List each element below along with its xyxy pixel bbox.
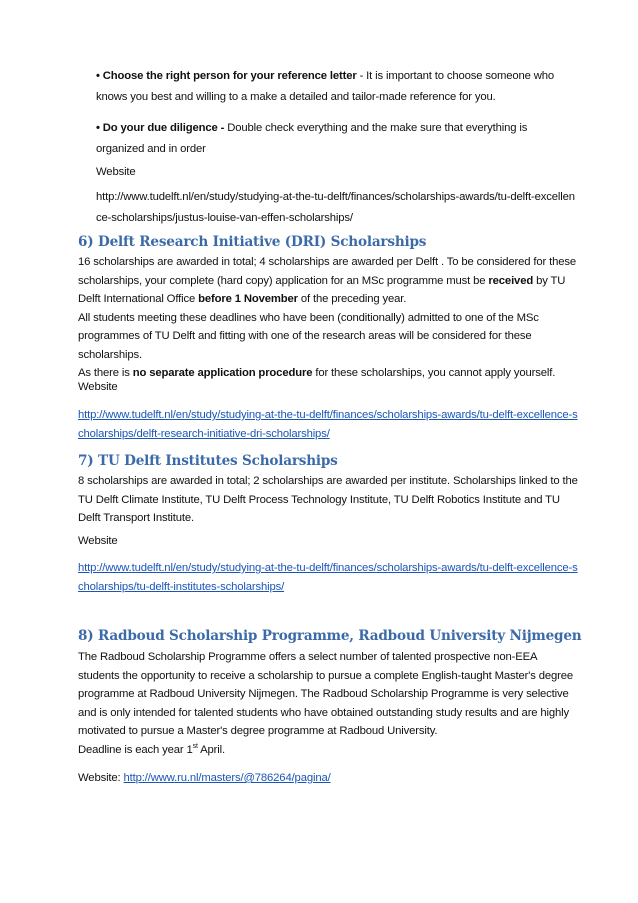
sec8-deadline [78, 741, 578, 760]
sec6-website-label: Website [78, 381, 118, 393]
superscript: st [192, 743, 198, 751]
sec6-paragraph-2: All students meeting these deadlines who have been (conditionally) admitted to one of the MSc programmes of TU Delft and fitting with one of the research areas will be considered for these scholarships. [78, 311, 539, 361]
sec8-heading: 8) Radboud Scholarship Programme, Radboud University Nijmegen [78, 628, 582, 644]
sec7-link[interactable]: http://www.tudelft.nl/en/study/studying-at-the-tu-delft/finances/scholarships-awards/tu-delft-excellence-scholarships/tu-delft-institutes-scholarships/ [78, 562, 578, 593]
text: April. [197, 744, 225, 756]
sec5-url [96, 187, 576, 229]
sec6-heading: 6) Delft Research Initiative (DRI) Scholarships [78, 234, 427, 250]
bold-deadline: before 1 November [198, 293, 298, 305]
tip-reference-letter [96, 66, 576, 108]
sec8-paragraph: The Radboud Scholarship Programme offers a select number of talented prospective non-EEA students the opportunity to receive a scholarship to pursue a complete English-taught Master's degree programme at Radboud University Nijmegen. The Radboud Scholarship Programme is very selective and is only intended for talented students who have obtained outstanding study results and are highly motivated to pursue a Master's degree programme at Radboud University. [78, 651, 574, 737]
tip-text: - It is important to choose someone who knows you best and willing to a make a detailed and tailor-made reference for you. [96, 70, 555, 103]
sec6-paragraph-1 [78, 253, 578, 309]
url-text: http://www.tudelft.nl/en/study/studying-at-the-tu-delft/finances/scholarships-awards/tu-delft-excellence-scholarships/justus-louise-van-effen-scholarships/ [96, 191, 575, 224]
sec6-body [78, 253, 578, 383]
text: As there is [78, 367, 133, 379]
text: Deadline is each year 1 [78, 744, 193, 756]
sec7-paragraph: 8 scholarships are awarded in total; 2 scholarships are awarded per institute. Scholarships linked to the TU Delft Climate Institute, TU Delft Process Technology Institute, TU Delft Robotics Institute and TU Delft Transport Institute. [78, 475, 578, 524]
sec8-website [78, 769, 578, 788]
sec7-website-label: Website [78, 535, 118, 547]
tip-title: • Do your due diligence - [96, 122, 225, 134]
bold-received: received [488, 274, 534, 287]
tip-title: • Choose the right person for your reference letter [96, 70, 357, 82]
text: for these scholarships, you cannot apply yourself. [312, 367, 556, 379]
bold-no-procedure: no separate application procedure [132, 367, 313, 379]
text: of the preceding year. [297, 293, 407, 305]
sec5-website-label: Website [96, 166, 136, 178]
tip-text: Double check everything and the make sure that everything is organized and in order [96, 122, 528, 155]
website-label: Website: [78, 772, 124, 784]
sec6-link-wrap [78, 406, 578, 444]
sec6-link[interactable]: http://www.tudelft.nl/en/study/studying-at-the-tu-delft/finances/scholarships-awards/tu-delft-excellence-scholarships/delft-research-initiative-dri-scholarships/ [78, 409, 578, 440]
tip-due-diligence [96, 118, 576, 160]
sec8-link[interactable]: http://www.ru.nl/masters/@786264/pagina/ [123, 772, 331, 784]
text: by TU Delft International Office [78, 274, 566, 305]
sec7-heading: 7) TU Delft Institutes Scholarships [78, 453, 338, 469]
sec7-link-wrap [78, 559, 578, 597]
text: 16 scholarships are awarded in total; 4 scholarships are awarded per Delft . To be considered for these scholarships, your complete (hard copy) application for an MSc programme must be [78, 256, 577, 287]
